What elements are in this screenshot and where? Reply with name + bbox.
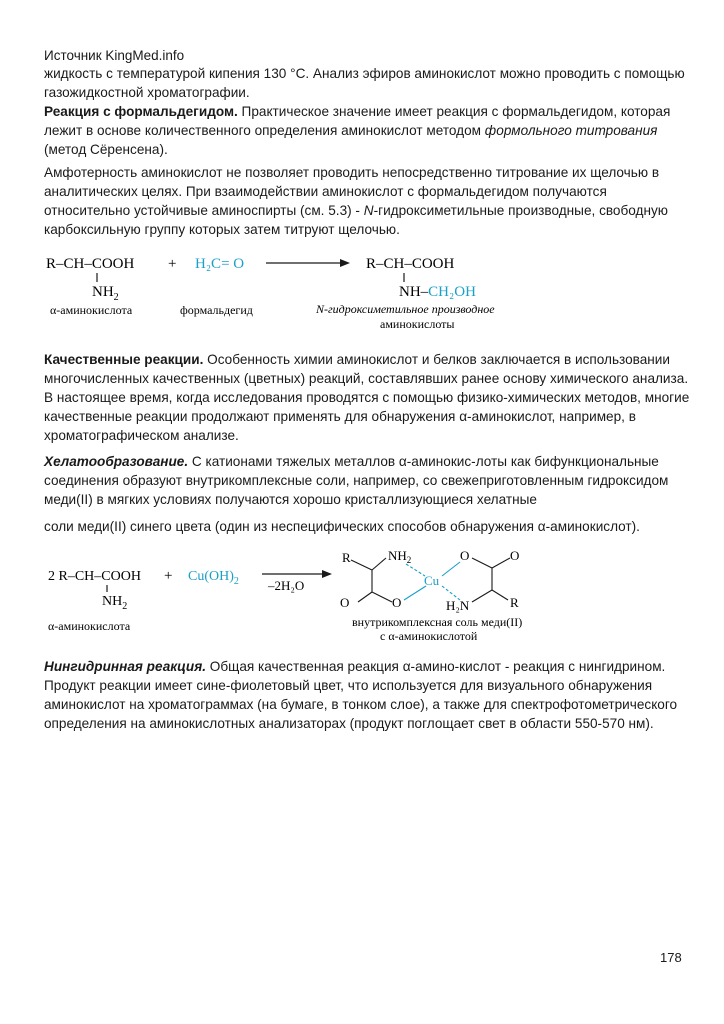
caption-formaldehyde: формальдегид <box>180 303 253 317</box>
caption-chelate-line1: внутрикомплексная соль меди(II) <box>352 615 523 629</box>
carbonyl-o-left: O <box>340 595 350 610</box>
caption-product-line2: аминокислоты <box>380 317 455 331</box>
ester-o-bottom: O <box>392 595 402 610</box>
amino-group: $NH_2$ <box>92 284 119 303</box>
paragraph-formaldehyde: Реакция с формальдегидом. Практическое значение имеет реакция с формальдегидом, которая лежит в основе количественного определения аминокислот методом формольного титрования (метод Сёренсена). <box>44 104 671 157</box>
amino-group-2: $NH_2$ <box>102 594 128 612</box>
chelation-reaction-scheme <box>40 540 560 648</box>
amino-bottom: H₂N <box>446 598 470 613</box>
caption-chelate-line2: с α-аминокислотой <box>380 629 478 643</box>
heading-chelation: Хелатообразование. <box>44 454 189 469</box>
arrow-label-water: –2H₂O <box>268 578 305 593</box>
r-group-left: R <box>342 550 351 565</box>
amino-top: $NH_2$ <box>388 548 412 565</box>
copper-hydroxide: $Cu(OH)_2$ <box>188 569 239 587</box>
plus-sign: + <box>168 256 177 272</box>
paragraph-gas-chromatography: жидкость с температурой кипения 130 °С. Анализ эфиров аминокислот можно проводить с помощью газожидкостной хроматографии. <box>44 66 685 100</box>
product-formula: R–CH–COOH <box>366 256 455 272</box>
paragraph-amphoteric: Амфотерность аминокислот не позволяет проводить непосредственно титрование их щелочью в аналитических целях. При взаимодействии аминокислот с формальдегидом получаются относительно устойчивые аминоспирты (см. 5.3) - N-гидроксиметильные производные, свободную карбоксильную группу которых затем титруют щелочью. <box>44 165 668 237</box>
heading-formaldehyde: Реакция с формальдегидом. <box>44 104 238 119</box>
caption-product-line1: N-гидроксиметильное производное <box>316 302 495 316</box>
caption-amino-acid: α-аминокислота <box>50 303 133 317</box>
page-number: 178 <box>660 950 682 965</box>
source-label: Источник KingMed.info <box>44 48 185 63</box>
heading-qualitative: Качественные реакции. <box>44 352 204 367</box>
paragraph-chelation: Хелатообразование. С катионами тяжелых металлов α-аминокис-лоты как бифункциональные соединения образуют внутрикомплексные соли, например, со свежеприготовленным гидроксидом меди(II) в мягких условиях получаются хорошо кристаллизующиеся хелатные <box>44 454 669 507</box>
formaldehyde-formula: H₂C= O <box>195 256 245 272</box>
amino-acid-formula-2: 2 R–CH–COOH <box>48 569 141 584</box>
copper-center: Cu <box>424 573 440 588</box>
formaldehyde-reaction-scheme <box>40 246 540 338</box>
plus-sign-2: + <box>164 568 173 584</box>
r-group-right: R <box>510 595 519 610</box>
product-substituent: NH–CH₂OH <box>399 284 476 300</box>
heading-ninhydrin: Нингидринная реакция. <box>44 659 207 674</box>
paragraph-qualitative: Качественные реакции. Особенность химии аминокислот и белков заключается в использовании многочисленных качественных (цветных) реакций, составлявших ранее основу химического анализа. В настоящее время, когда исследования проводятся с помощью физико-химических методов, многие качественные реакции продолжают применять для обнаружения α-аминокислот, например, в хроматографическом анализе. <box>44 352 690 443</box>
ester-o-top: O <box>460 548 470 563</box>
amino-acid-formula: R–CH–COOH <box>46 256 135 272</box>
carbonyl-o-right: O <box>510 548 520 563</box>
caption-amino-acid-2: α-аминокислота <box>48 619 131 633</box>
paragraph-copper-salts: соли меди(II) синего цвета (один из неспецифических способов обнаружения α-аминокислот). <box>44 519 640 534</box>
paragraph-ninhydrin: Нингидринная реакция. Общая качественная реакция α-амино-кислот - реакция с нингидрином. Продукт реакции имеет сине-фиолетовый цвет, что используется для визуального обнаружения аминокислот на хроматограммах (на бумаге, в тонком слое), а также для спектрофотометрического определения на аминокислотных анализаторах (продукт поглощает свет в области 550-570 нм). <box>44 659 678 731</box>
